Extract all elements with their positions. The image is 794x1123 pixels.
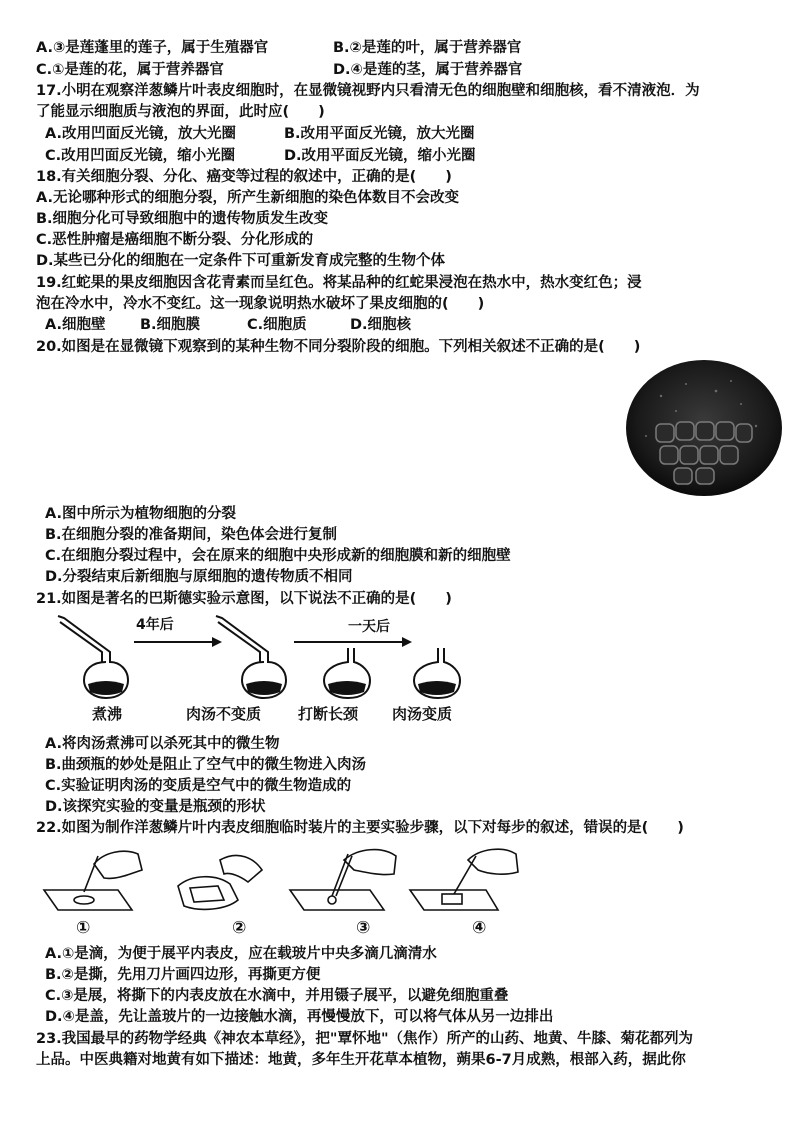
q19-option-d: D.细胞核 <box>350 317 412 333</box>
q22-option-a: A.①是滴，为便于展平内表皮，应在载玻片中央多滴几滴清水 <box>45 946 437 962</box>
q17-stem-line2: 了能显示细胞质与液泡的界面，此时应( ) <box>36 104 325 120</box>
q21-option-a: A.将肉汤煮沸可以杀死其中的微生物 <box>45 736 280 752</box>
q17-option-b: B.改用平面反光镜，放大光圈 <box>284 126 475 142</box>
q22-step-2-label: ② <box>232 918 247 938</box>
q19-stem-line1: 19.红蛇果的果皮细胞因含花青素而呈红色。将某品种的红蛇果浸泡在热水中，热水变红色；浸 <box>36 275 642 291</box>
q20-stem: 20.如图是在显微镜下观察到的某种生物不同分裂阶段的细胞。下列相关叙述不正确的是( ) <box>36 339 641 355</box>
q22-option-c: C.③是展，将撕下的内表皮放在水滴中，并用镊子展平，以避免细胞重叠 <box>45 988 509 1004</box>
q16-option-d: D.④是莲的茎，属于营养器官 <box>333 62 523 78</box>
q16-option-b: B.②是莲的叶，属于营养器官 <box>333 40 522 56</box>
q21-option-d: D.该探究实验的变量是瓶颈的形状 <box>45 799 266 815</box>
q17-stem-line1: 17.小明在观察洋葱鳞片叶表皮细胞时，在显微镜视野内只看清无色的细胞壁和细胞核，看不清液泡．为 <box>36 83 700 99</box>
q20-option-a: A.图中所示为植物细胞的分裂 <box>45 506 236 522</box>
slide-preparation-steps-image <box>40 840 530 942</box>
q21-label-spoiled: 肉汤变质 <box>392 705 453 723</box>
q21-stem: 21.如图是著名的巴斯德实验示意图，以下说法不正确的是( ) <box>36 591 452 607</box>
q23-stem-line2: 上品。中医典籍对地黄有如下描述：地黄，多年生开花草本植物，蒴果6-7月成熟，根部入药，据此你 <box>36 1052 686 1068</box>
q21-label-break-neck: 打断长颈 <box>298 705 359 723</box>
q23-stem-line1: 23.我国最早的药物学经典《神农本草经》，把"覃怀地"（焦作）所产的山药、地黄、牛膝、菊花都列为 <box>36 1031 694 1047</box>
q20-option-d: D.分裂结束后新细胞与原细胞的遗传物质不相同 <box>45 569 353 585</box>
q22-option-d: D.④是盖，先让盖玻片的一边接触水滴，再慢慢放下，可以将气体从另一边排出 <box>45 1009 554 1025</box>
q20-option-b: B.在细胞分裂的准备期间，染色体会进行复制 <box>45 527 338 543</box>
q17-option-a: A.改用凹面反光镜，放大光圈 <box>45 126 236 142</box>
q19-option-a: A.细胞壁 <box>45 317 106 333</box>
q19-stem-line2: 泡在冷水中，冷水不变红。这一现象说明热水破坏了果皮细胞的( ) <box>36 296 485 312</box>
q21-arrow-label-1: 4年后 <box>136 617 174 633</box>
q18-stem: 18.有关细胞分裂、分化、癌变等过程的叙述中，正确的是( ) <box>36 169 452 185</box>
q21-label-boil: 煮沸 <box>92 705 123 723</box>
q18-option-b: B.细胞分化可导致细胞中的遗传物质发生改变 <box>36 211 329 227</box>
q18-option-a: A.无论哪种形式的细胞分裂，所产生新细胞的染色体数目不会改变 <box>36 190 459 206</box>
q19-option-c: C.细胞质 <box>247 317 307 333</box>
q17-option-d: D.改用平面反光镜，缩小光圈 <box>284 148 476 164</box>
q21-option-b: B.曲颈瓶的妙处是阻止了空气中的微生物进入肉汤 <box>45 757 367 773</box>
q19-option-b: B.细胞膜 <box>140 317 201 333</box>
q18-option-c: C.恶性肿瘤是癌细胞不断分裂、分化形成的 <box>36 232 314 248</box>
q22-option-b: B.②是撕，先用刀片画四边形，再撕更方便 <box>45 967 321 983</box>
q17-option-c: C.改用凹面反光镜，缩小光圈 <box>45 148 236 164</box>
q22-step-4-label: ④ <box>472 918 487 938</box>
q22-step-3-label: ③ <box>356 918 371 938</box>
q21-option-c: C.实验证明肉汤的变质是空气中的微生物造成的 <box>45 778 352 794</box>
q18-option-d: D.某些已分化的细胞在一定条件下可重新发育成完整的生物个体 <box>36 253 446 269</box>
q22-stem: 22.如图为制作洋葱鳞片叶内表皮细胞临时装片的主要实验步骤，以下对每步的叙述，错误的是( ) <box>36 820 684 836</box>
q21-label-not-spoiled: 肉汤不变质 <box>186 705 262 723</box>
pasteur-experiment-diagram <box>44 612 468 702</box>
micrograph-image <box>616 356 786 498</box>
q16-option-c: C.①是莲的花，属于营养器官 <box>36 62 224 78</box>
q22-step-1-label: ① <box>76 918 91 938</box>
q21-arrow-label-2: 一天后 <box>348 619 390 635</box>
q20-option-c: C.在细胞分裂过程中，会在原来的细胞中央形成新的细胞膜和新的细胞壁 <box>45 548 511 564</box>
q16-option-a: A.③是莲蓬里的莲子，属于生殖器官 <box>36 40 269 56</box>
